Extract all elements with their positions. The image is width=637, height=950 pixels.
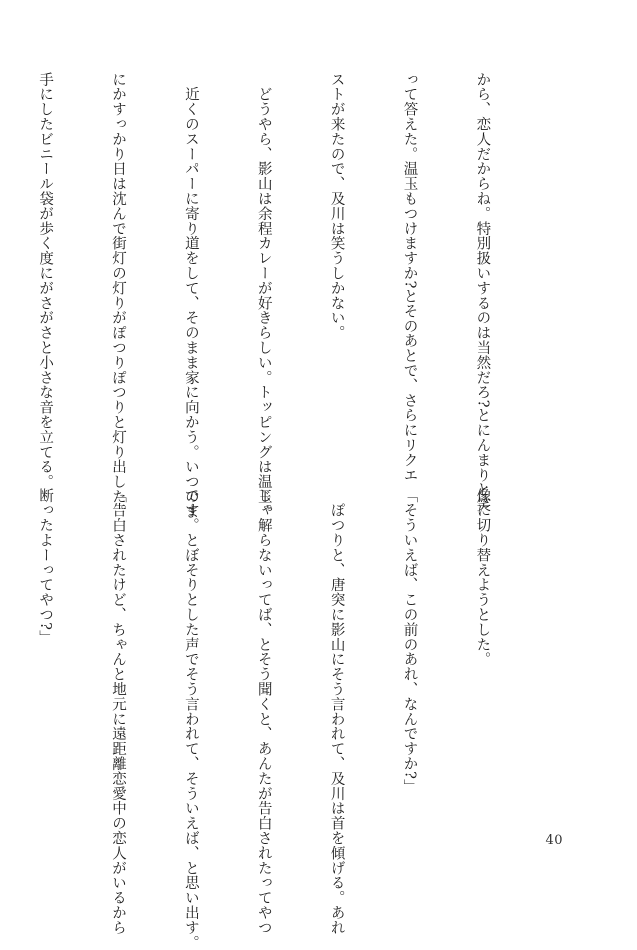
text-line: 手にしたビニール袋が歩く度にがさがさと小さな音を立てる。 bbox=[37, 72, 54, 490]
lower-text-block bbox=[0, 488, 543, 950]
text-line: にかすっかり日は沈んで街灯の灯りがぽつりぽつりと灯り出した。 bbox=[109, 72, 126, 519]
text-line: ストが来たので、及川は笑うしかない。 bbox=[328, 72, 345, 341]
text-line: って答えた。温玉もつけますか?とそのあとで、さらにリクエ bbox=[401, 72, 418, 483]
text-line: 断ったよーってやつ?」 bbox=[37, 488, 54, 646]
text-line: ぽつりと、唐突に影山にそう言われて、及川は首を傾げる。あれ bbox=[328, 488, 345, 935]
text-line: じゃ解らないってば、とそう聞くと、あんたが告白されたってやつ bbox=[255, 488, 272, 935]
text-line: 近くのスーパーに寄り道をして、そのまま家に向かう。いつのま bbox=[182, 72, 199, 519]
text-line: 「そういえば、この前のあれ、なんですか?」 bbox=[401, 488, 418, 795]
text-line: です。とぼそりとした声でそう言われて、そういえば、と思い出す。 bbox=[182, 488, 199, 950]
text-line: 像に切り替えようとした。 bbox=[474, 488, 491, 667]
text-line: 「告白されたけど、ちゃんと地元に遠距離恋愛中の恋人がいるから bbox=[109, 488, 126, 935]
text-line: どうやら、影山は余程カレーが好きらしい。トッピングは温玉。 bbox=[255, 72, 272, 519]
upper-text-block bbox=[0, 72, 543, 519]
text-line: から、恋人だからね。特別扱いするのは当然だろ?とにんまりと笑 bbox=[474, 72, 491, 513]
page-number: 40 bbox=[545, 833, 563, 848]
